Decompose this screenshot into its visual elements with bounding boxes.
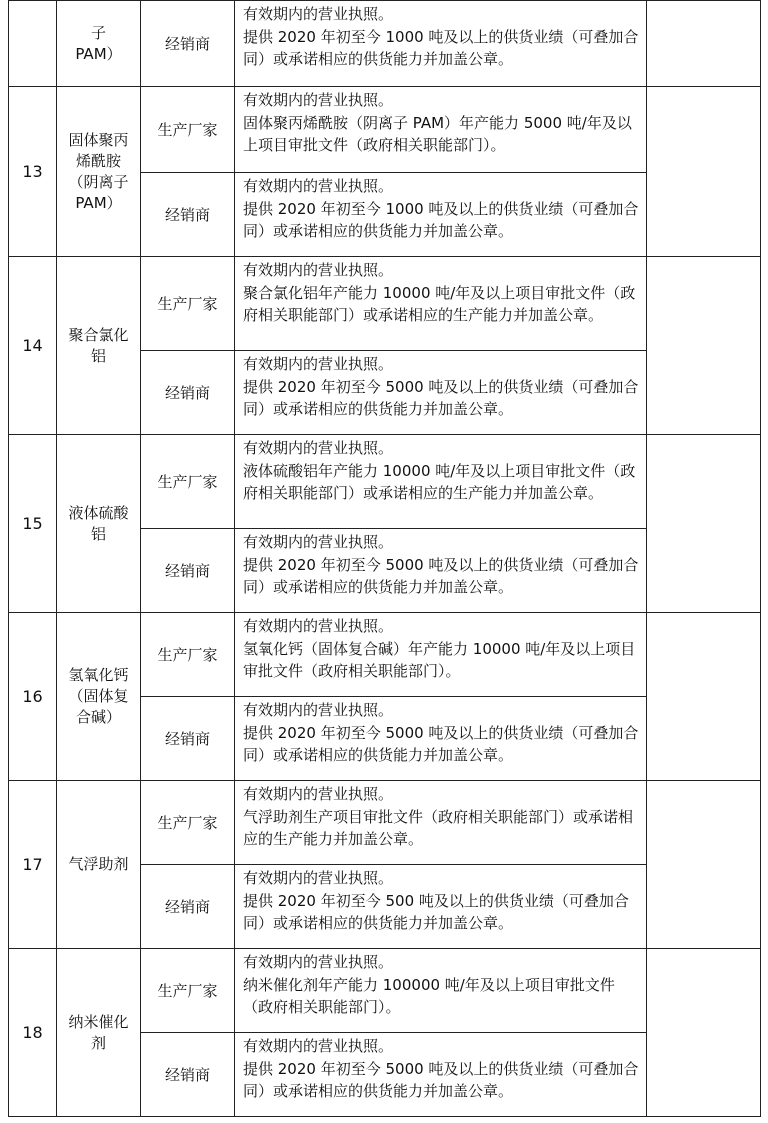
- requirement-line: 有效期内的营业执照。: [243, 355, 394, 373]
- remarks-cell: [647, 781, 761, 949]
- supplier-type-cell: 经销商: [141, 351, 235, 435]
- table-row: [9, 949, 761, 1033]
- requirement-line: 有效期内的营业执照。: [243, 953, 394, 971]
- requirement-line: 有效期内的营业执照。: [243, 617, 394, 635]
- requirement-line: 液体硫酸铝年产能力 10000 吨/年及以上项目审批文件（政府相关职能部门）或承诺相应的生产能力并加盖公章。: [243, 461, 636, 502]
- remarks-cell: [647, 87, 761, 257]
- row-number-cell: 16: [9, 613, 57, 781]
- remarks-cell: [647, 1, 761, 87]
- requirement-line: 有效期内的营业执照。: [243, 261, 394, 279]
- requirement-line: 有效期内的营业执照。: [243, 785, 394, 803]
- requirement-cell: [235, 351, 647, 435]
- requirement-cell: [235, 435, 647, 529]
- requirement-line: 提供 2020 年初至今 5000 吨及以上的供货业绩（可叠加合同）或承诺相应的供货能力并加盖公章。: [243, 723, 639, 764]
- table-row: [9, 613, 761, 697]
- product-name-cell: 固体聚丙烯酰胺（阴离子PAM）: [57, 87, 141, 257]
- supplier-type-cell: 经销商: [141, 529, 235, 613]
- row-number-cell: 17: [9, 781, 57, 949]
- requirement-cell: [235, 87, 647, 173]
- requirement-cell: [235, 697, 647, 781]
- requirement-line: 提供 2020 年初至今 5000 吨及以上的供货业绩（可叠加合同）或承诺相应的供货能力并加盖公章。: [243, 555, 639, 596]
- requirement-line: 有效期内的营业执照。: [243, 177, 394, 195]
- supplier-type-cell: 经销商: [141, 865, 235, 949]
- table-row: [9, 435, 761, 529]
- table-row: [9, 1, 761, 87]
- requirement-cell: [235, 613, 647, 697]
- product-name-cell: 纳米催化剂: [57, 949, 141, 1117]
- table-row: [9, 781, 761, 865]
- qualification-table: [8, 0, 761, 1117]
- requirement-line: 提供 2020 年初至今 1000 吨及以上的供货业绩（可叠加合同）或承诺相应的供货能力并加盖公章。: [243, 27, 639, 68]
- row-number-cell: 13: [9, 87, 57, 257]
- requirement-cell: [235, 173, 647, 257]
- requirement-line: 氢氧化钙（固体复合碱）年产能力 10000 吨/年及以上项目审批文件（政府相关职能部门）。: [243, 639, 636, 680]
- requirement-cell: [235, 1, 647, 87]
- requirement-line: 聚合氯化铝年产能力 10000 吨/年及以上项目审批文件（政府相关职能部门）或承诺相应的生产能力并加盖公章。: [243, 283, 636, 324]
- requirement-cell: [235, 949, 647, 1033]
- supplier-type-cell: 经销商: [141, 173, 235, 257]
- product-name-cell: 聚合氯化铝: [57, 257, 141, 435]
- requirement-line: 气浮助剂生产项目审批文件（政府相关职能部门）或承诺相应的生产能力并加盖公章。: [243, 807, 634, 848]
- supplier-type-cell: 生产厂家: [141, 613, 235, 697]
- supplier-type-cell: 经销商: [141, 697, 235, 781]
- requirement-cell: [235, 781, 647, 865]
- requirement-line: 纳米催化剂年产能力 100000 吨/年及以上项目审批文件（政府相关职能部门）。: [243, 975, 615, 1016]
- supplier-type-cell: 生产厂家: [141, 257, 235, 351]
- requirement-line: 有效期内的营业执照。: [243, 869, 394, 887]
- remarks-cell: [647, 435, 761, 613]
- requirement-line: 提供 2020 年初至今 500 吨及以上的供货业绩（可叠加合同）或承诺相应的供货能力并加盖公章。: [243, 891, 629, 932]
- requirement-line: 固体聚丙烯酰胺（阴离子 PAM）年产能力 5000 吨/年及以上项目审批文件（政府相关职能部门）。: [243, 113, 632, 154]
- row-number-cell: 15: [9, 435, 57, 613]
- row-number-cell: 18: [9, 949, 57, 1117]
- product-name-cell: 氢氧化钙（固体复合碱）: [57, 613, 141, 781]
- supplier-type-cell: 生产厂家: [141, 435, 235, 529]
- requirement-line: 有效期内的营业执照。: [243, 533, 394, 551]
- document-page: [8, 0, 760, 1117]
- row-number-cell: [9, 1, 57, 87]
- product-name-cell: 液体硫酸铝: [57, 435, 141, 613]
- requirement-line: 提供 2020 年初至今 1000 吨及以上的供货业绩（可叠加合同）或承诺相应的供货能力并加盖公章。: [243, 199, 639, 240]
- supplier-type-cell: 经销商: [141, 1, 235, 87]
- requirement-cell: [235, 529, 647, 613]
- product-name-cell: 子 PAM）: [57, 1, 141, 87]
- requirement-line: 有效期内的营业执照。: [243, 1037, 394, 1055]
- requirement-cell: [235, 1033, 647, 1117]
- remarks-cell: [647, 613, 761, 781]
- product-name-cell: 气浮助剂: [57, 781, 141, 949]
- requirement-line: 提供 2020 年初至今 5000 吨及以上的供货业绩（可叠加合同）或承诺相应的供货能力并加盖公章。: [243, 1059, 639, 1100]
- remarks-cell: [647, 257, 761, 435]
- table-row: [9, 87, 761, 173]
- table-body: [9, 1, 761, 1117]
- supplier-type-cell: 生产厂家: [141, 87, 235, 173]
- requirement-cell: [235, 865, 647, 949]
- requirement-line: 提供 2020 年初至今 5000 吨及以上的供货业绩（可叠加合同）或承诺相应的供货能力并加盖公章。: [243, 377, 639, 418]
- requirement-line: 有效期内的营业执照。: [243, 5, 394, 23]
- requirement-cell: [235, 257, 647, 351]
- requirement-line: 有效期内的营业执照。: [243, 701, 394, 719]
- requirement-line: 有效期内的营业执照。: [243, 439, 394, 457]
- remarks-cell: [647, 949, 761, 1117]
- supplier-type-cell: 经销商: [141, 1033, 235, 1117]
- row-number-cell: 14: [9, 257, 57, 435]
- table-row: [9, 257, 761, 351]
- requirement-line: 有效期内的营业执照。: [243, 91, 394, 109]
- supplier-type-cell: 生产厂家: [141, 949, 235, 1033]
- supplier-type-cell: 生产厂家: [141, 781, 235, 865]
